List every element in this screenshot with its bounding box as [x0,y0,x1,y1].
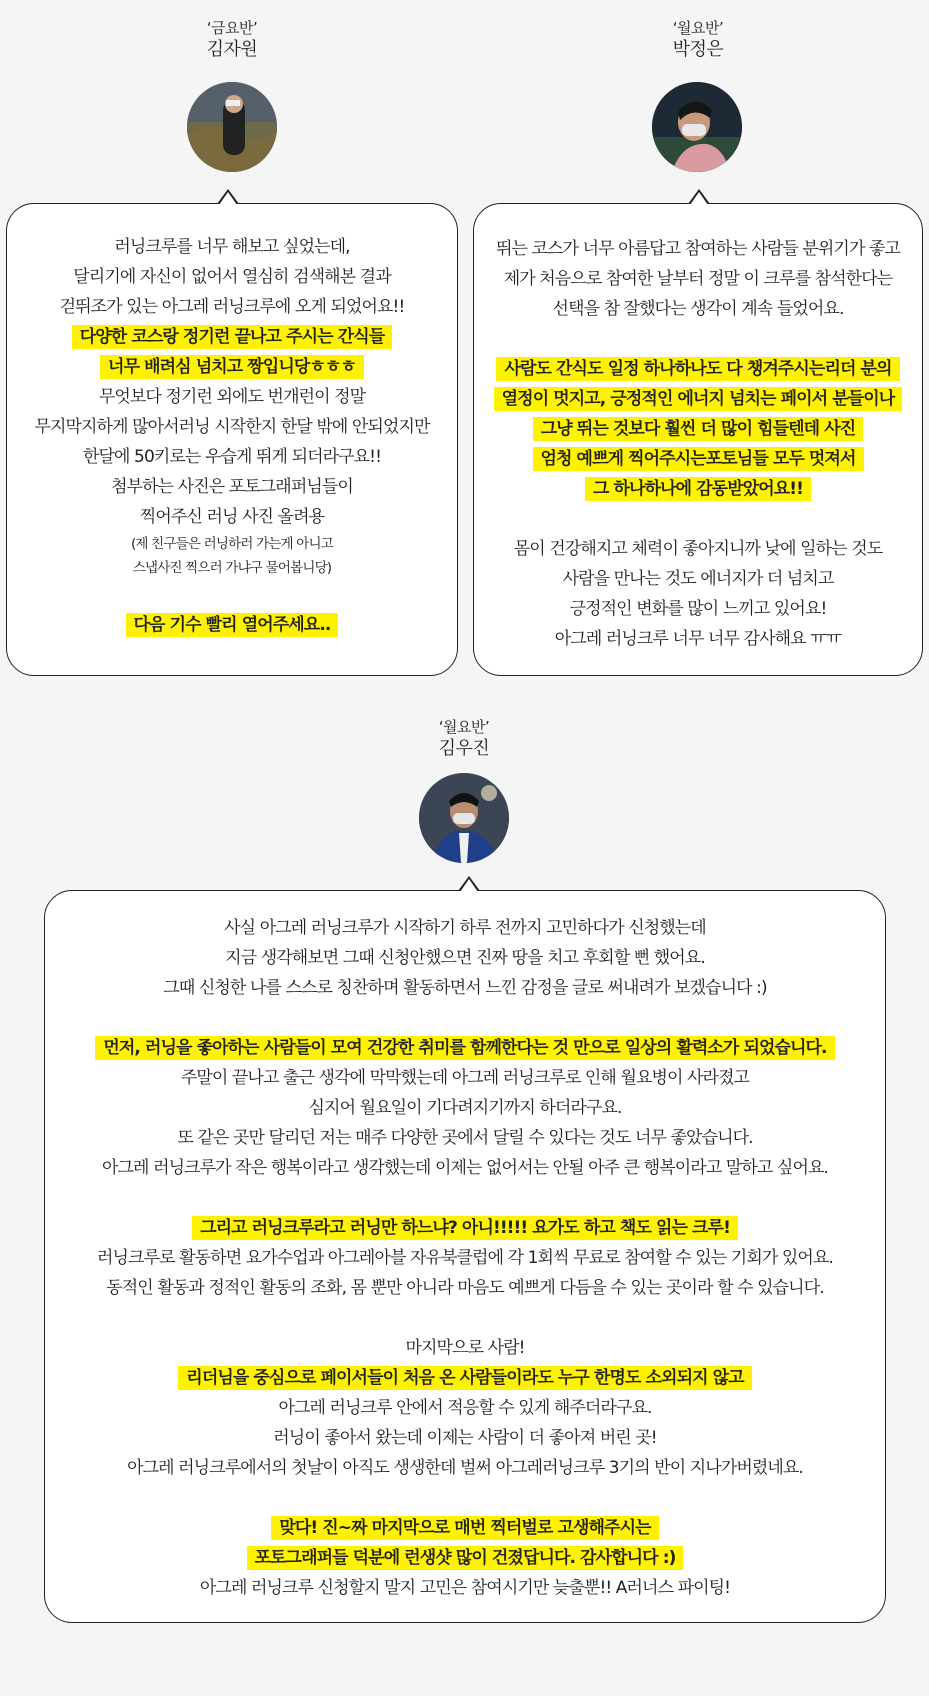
line-text: (제 친구들은 러닝하러 가는게 아니고 [130,536,334,552]
reviewer-name: 김우진 [438,738,490,759]
line-text: 사실 아그레 러닝크루가 시작하기 하루 전까지 고민하다가 신청했는데 [224,918,706,938]
profile-header-3 [364,717,564,761]
avatar [652,82,742,172]
bubble-tail [688,189,710,204]
review-line [45,1393,885,1423]
review-line [45,1543,885,1573]
highlighted-text: 그 하나하나에 감동받았어요!! [585,477,811,501]
review-line [7,472,457,502]
review-line [474,294,922,324]
line-text: 러닝이 좋아서 왔는데 이제는 사람이 더 좋아져 버린 곳! [273,1428,657,1448]
review-line [7,442,457,472]
line-text: 아그레 러닝크루에서의 첫날이 아직도 생생한데 벌써 아그레러닝크루 3기의 반이 지나가버렸네요. [127,1458,803,1478]
review-line [474,444,922,474]
line-text: 러닝크루로 활동하면 요가수업과 아그레아블 자유북클럽에 각 1회씩 무료로 참여할 수 있는 기회가 있어요. [97,1248,833,1268]
review-line [45,1243,885,1273]
review-line [7,556,457,580]
reviewer-name: 김자원 [206,39,258,60]
profile-header-2 [598,18,798,62]
review-line [474,324,922,354]
line-text: 아그레 러닝크루가 작은 행복이라고 생각했는데 이제는 없어서는 안될 아주 큰 행복이라고 말하고 싶어요. [102,1158,828,1178]
avatar-photo-icon [187,82,277,172]
review-text [45,913,885,1603]
line-text: 그때 신청한 나를 스스로 칭찬하며 활동하면서 느낀 감정을 글로 써내려가 보겠습니다 :) [163,978,767,998]
review-line [45,1363,885,1393]
review-bubble-2 [473,203,923,676]
highlighted-text: 다양한 코스랑 정기런 끝나고 주시는 간식들 [72,325,393,349]
line-text: 한달에 50키로는 우습게 뛰게 되더라구요!! [82,447,382,467]
line-text: 뛰는 코스가 너무 아름답고 참여하는 사람들 분위기가 좋고 [495,239,901,259]
review-line [474,624,922,654]
avatar [187,82,277,172]
review-line [45,913,885,943]
review-line [45,1093,885,1123]
review-line [45,1423,885,1453]
avatar-photo-icon [652,82,742,172]
review-line [474,264,922,294]
review-line [7,610,457,640]
class-tag: ‘월요반’ [672,19,724,37]
review-line [474,414,922,444]
highlighted-text: 맞다! 진~짜 마지막으로 매번 찍터벌로 고생해주시는 [271,1516,658,1540]
avatar-photo-icon [419,773,509,863]
line-text: 스냅사진 찍으러 가냐구 물어봅니당) [132,560,332,576]
review-line [474,474,922,504]
line-text: 찍어주신 러닝 사진 올려용 [139,507,325,527]
review-line [7,412,457,442]
review-line [7,262,457,292]
line-text: 몸이 건강해지고 체력이 좋아지니까 낮에 일하는 것도 [513,539,883,559]
highlighted-text: 너무 배려심 넘치고 짱입니당ㅎㅎㅎ [100,355,364,379]
line-text: 아그레 러닝크루 너무 너무 감사해요 ㅠㅠ [554,629,842,649]
review-line [45,1453,885,1483]
line-text: 지금 생각해보면 그때 신청안했으면 진짜 땅을 치고 후회할 뻔 했어요. [225,948,705,968]
review-line [474,594,922,624]
line-text: 아그레 러닝크루 신청할지 말지 고민은 참여시기만 늦출뿐!! A러너스 파이팅! [199,1578,731,1598]
line-text: 무엇보다 정기런 외에도 번개런이 정말 [98,387,366,407]
review-line [45,1213,885,1243]
review-line [45,1153,885,1183]
review-line [45,1513,885,1543]
line-text: 사람을 만나는 것도 에너지가 더 넘치고 [562,569,834,589]
review-line [45,1183,885,1213]
line-text: 달리기에 자신이 없어서 열심히 검색해본 결과 [73,267,391,287]
review-line [7,580,457,610]
highlighted-text: 열정이 멋지고, 긍정적인 에너지 넘치는 페이서 분들이나 [494,387,903,411]
line-text: 걷뛰조가 있는 아그레 러닝크루에 오게 되었어요!! [59,297,405,317]
highlighted-text: 다음 기수 빨리 열어주세요.. [126,613,339,637]
profile-header-1 [132,18,332,62]
line-text: 긍정적인 변화를 많이 느끼고 있어요! [569,599,827,619]
review-line [474,534,922,564]
review-line [7,232,457,262]
review-line [7,382,457,412]
review-line [474,384,922,414]
highlighted-text: 사람도 간식도 일정 하나하나도 다 챙겨주시는리더 분의 [496,357,899,381]
line-text: 주말이 끝나고 출근 생각에 막막했는데 아그레 러닝크루로 인해 월요병이 사라졌고 [180,1068,750,1088]
review-line [45,1273,885,1303]
review-line [45,943,885,973]
bubble-tail [217,189,239,204]
highlighted-text: 포토그래퍼들 덕분에 런생샷 많이 건졌답니다. 감사합니다 :) [247,1546,684,1570]
review-line [45,1333,885,1363]
review-line [45,1063,885,1093]
review-line [45,1573,885,1603]
highlighted-text: 그냥 뛰는 것보다 훨씬 더 많이 힘들텐데 사진 [533,417,864,441]
avatar [419,773,509,863]
line-text: 선택을 참 잘했다는 생각이 계속 들었어요. [552,299,844,319]
review-line [474,504,922,534]
review-line [7,292,457,322]
review-line [7,322,457,352]
class-tag: ‘월요반’ [438,718,490,736]
review-line [474,234,922,264]
review-line [7,352,457,382]
review-line [45,1303,885,1333]
line-text: 심지어 월요일이 기다려지기까지 하더라구요. [308,1098,622,1118]
highlighted-text: 먼저, 러닝을 좋아하는 사람들이 모여 건강한 취미를 함께한다는 것 만으로 일상의 활력소가 되었습니다. [95,1036,834,1060]
review-line [45,973,885,1003]
line-text: 러닝크루를 너무 해보고 싶었는데, [114,237,350,257]
review-line [45,1033,885,1063]
review-line [474,564,922,594]
line-text: 제가 처음으로 참여한 날부터 정말 이 크루를 참석한다는 [503,269,893,289]
review-bubble-1 [6,203,458,676]
line-text: 동적인 활동과 정적인 활동의 조화, 몸 뿐만 아니라 마음도 예쁘게 다듬을 수 있는 곳이라 할 수 있습니다. [106,1278,824,1298]
highlighted-text: 리더님을 중심으로 페이서들이 처음 온 사람들이라도 누구 한명도 소외되지 않고 [178,1366,751,1390]
line-text: 마지막으로 사람! [405,1338,525,1358]
line-text: 첨부하는 사진은 포토그래퍼님들이 [111,477,353,497]
review-line [45,1483,885,1513]
bubble-tail [458,876,480,891]
review-bubble-3 [44,890,886,1623]
line-text: 아그레 러닝크루 안에서 적응할 수 있게 해주더라구요. [278,1398,652,1418]
class-tag: ‘금요반’ [206,19,258,37]
review-line [7,532,457,556]
highlighted-text: 그리고 러닝크루라고 러닝만 하느냐? 아니!!!!! 요가도 하고 책도 읽는 크루! [192,1216,738,1240]
line-text: 또 같은 곳만 달리던 저는 매주 다양한 곳에서 달릴 수 있다는 것도 너무 좋았습니다. [177,1128,753,1148]
review-line [45,1123,885,1153]
review-line [474,354,922,384]
review-text [474,234,922,654]
highlighted-text: 엄청 예쁘게 찍어주시는포토님들 모두 멋져서 [533,447,864,471]
reviewer-name: 박정은 [672,39,724,60]
review-text [7,232,457,640]
line-text: 무지막지하게 많아서러닝 시작한지 한달 밖에 안되었지만 [34,417,430,437]
review-line [7,502,457,532]
review-line [45,1003,885,1033]
